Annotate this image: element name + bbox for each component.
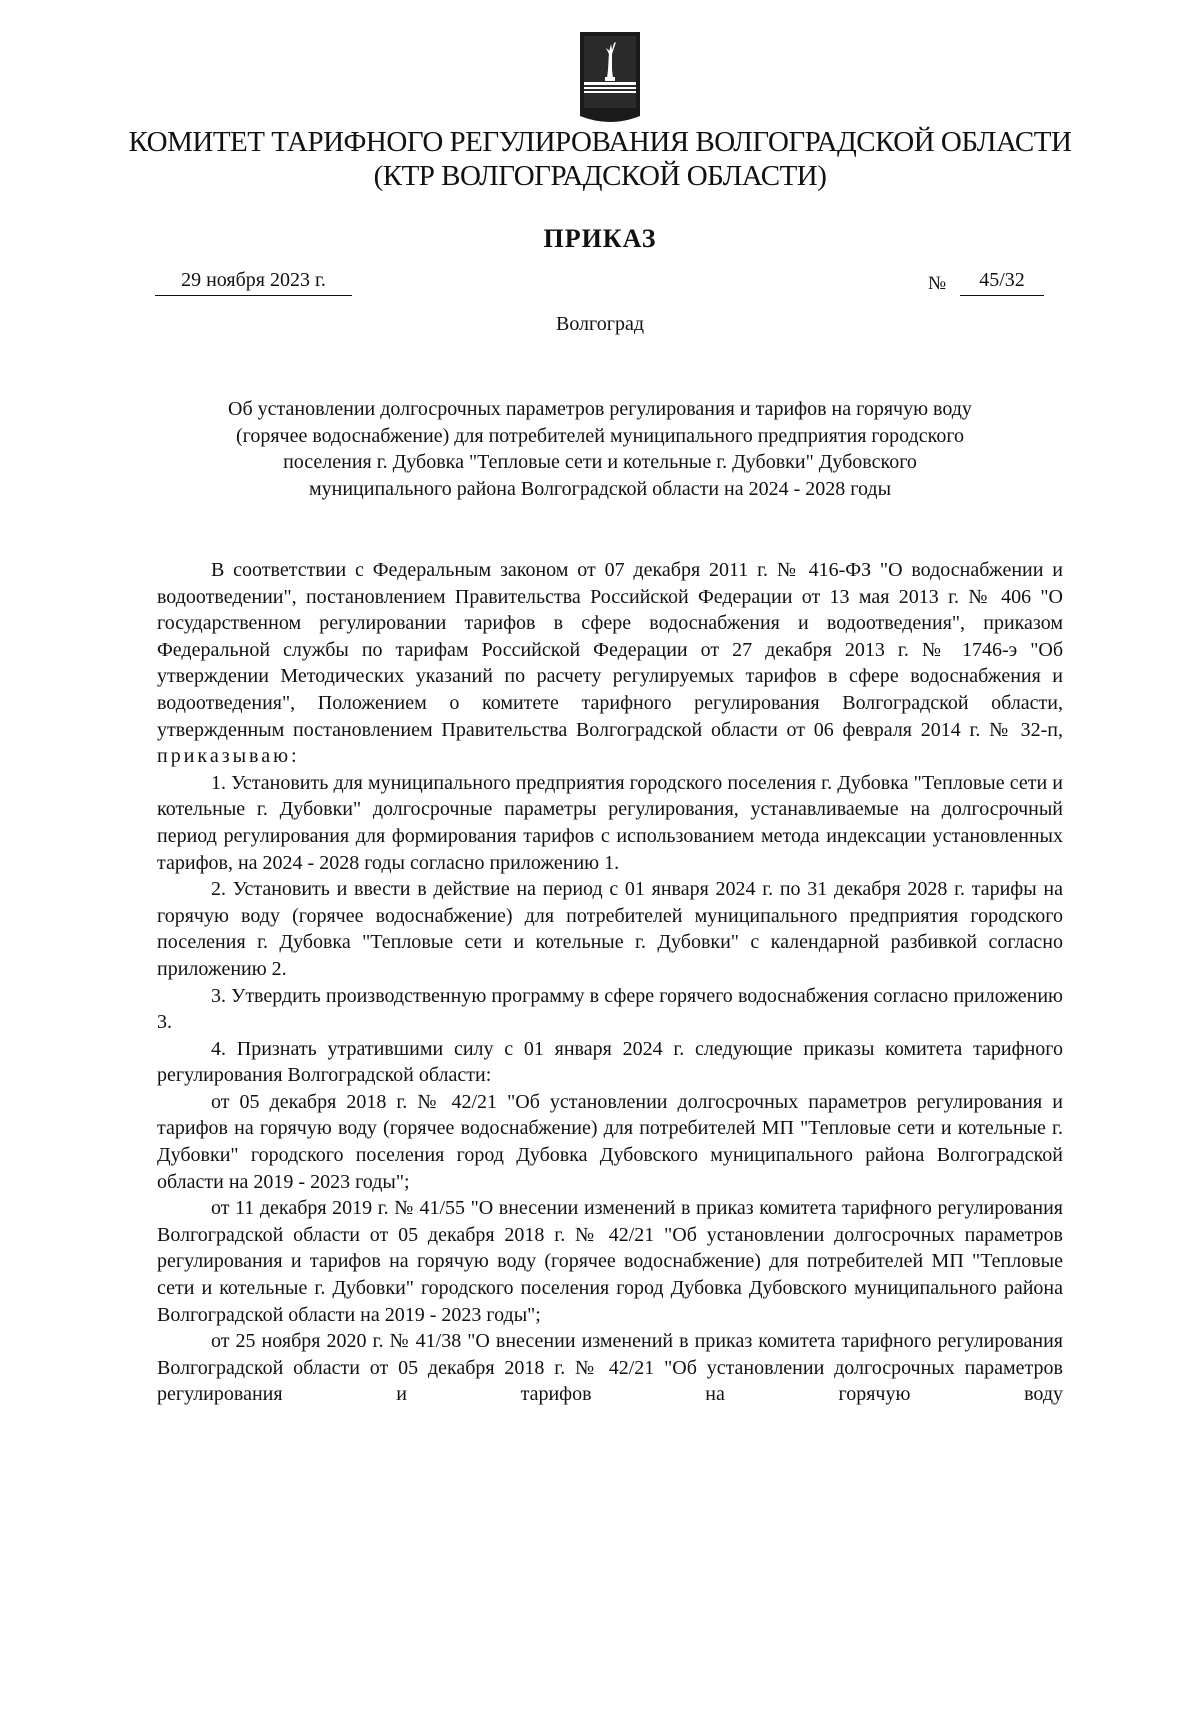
order-number: 45/32 (960, 266, 1044, 296)
volgograd-coat-of-arms-icon (578, 30, 642, 125)
agency-name: КОМИТЕТ ТАРИФНОГО РЕГУЛИРОВАНИЯ ВОЛГОГРАДСКОЙ ОБЛАСТИ (128, 126, 1072, 158)
clause-3: 3. Утвердить производственную программу в сфере горячего водоснабжения согласно приложению 3. (157, 984, 1063, 1034)
subject-line: Об установлении долгосрочных параметров регулирования и тарифов на горячую воду (228, 398, 972, 420)
clause-2: 2. Установить и ввести в действие на период с 01 января 2024 г. по 31 декабря 2028 г. тарифы на горячую воду (горячее водоснабжение) для потребителей муниципального предприятия городского поселения г. Дубовка "Тепловые сети и котельные г. Дубовки" с календарной разбивкой согласно приложению 2. (157, 878, 1063, 980)
repealed-order-2: от 11 декабря 2019 г. № 41/55 "О внесении изменений в приказ комитета тарифного регулирования Волгоградской области от 05 декабря 2018 г. № 42/21 "Об установлении долгосрочных параметров регулирования и тарифов на горячую воду (горячее водоснабжение) для потребителей МП "Тепловые сети и котельные г. Дубовки" городского поселения город Дубовка Дубовского муниципального района Волгоградской области на 2019 - 2023 годы"; (157, 1197, 1063, 1326)
agency-abbreviation: (КТР ВОЛГОГРАДСКОЙ ОБЛАСТИ) (373, 160, 827, 192)
order-date: 29 ноября 2023 г. (155, 266, 352, 296)
subject-line: поселения г. Дубовка "Тепловые сети и котельные г. Дубовки" Дубовского (283, 451, 917, 473)
preamble-paragraph (157, 557, 1063, 770)
repealed-order-1: от 05 декабря 2018 г. № 42/21 "Об установлении долгосрочных параметров регулирования и тарифов на горячую воду (горячее водоснабжение) для потребителей МП "Тепловые сети и котельные г. Дубовки" городского поселения город Дубовка Дубовского муниципального района Волгоградской области на 2019 - 2023 годы"; (157, 1090, 1063, 1193)
number-label: № (928, 273, 947, 294)
clause-4: 4. Признать утратившими силу с 01 января 2024 г. следующие приказы комитета тарифного регулирования Волгоградской области: (157, 1037, 1063, 1087)
order-body (157, 557, 1063, 1408)
document-type: ПРИКАЗ (543, 224, 657, 253)
city: Волгоград (555, 313, 645, 335)
subject-line: муниципального района Волгоградской области на 2024 - 2028 годы (308, 477, 892, 500)
subject-line: (горячее водоснабжение) для потребителей муниципального предприятия городского (235, 424, 965, 447)
clause-1: 1. Установить для муниципального предприятия городского поселения г. Дубовка "Тепловые сети и котельные г. Дубовки" долгосрочные параметры регулирования, устанавливаемые на долгосрочный период регулирования для формирования тарифов с использованием метода индексации установленных тарифов, на 2024 - 2028 годы согласно приложению 1. (157, 771, 1063, 874)
repealed-order-3: от 25 ноября 2020 г. № 41/38 "О внесении изменений в приказ комитета тарифного регулирования Волгоградской области от 05 декабря 2018 г. № 42/21 "Об установлении долгосрочных параметров регулирования и тарифов на горячую воду (157, 1330, 1063, 1406)
preamble-text: В соответствии с Федеральным законом от 07 декабря 2011 г. № 416-ФЗ "О водоснабжении и водоотведении", постановлением Правительства Российской Федерации от 13 мая 2013 г. № 406 "О государственном регулировании тарифов в сфере водоснабжения и водоотведения", приказом Федеральной службы по тарифам Российской Федерации от 27 декабря 2013 г. № 1746-э "Об утверждении Методических указаний по расчету регулируемых тарифов в сфере водоснабжения и водоотведения", Положением о комитете тарифного регулирования Волгоградской области, утвержденным постановлением Правительства Волгоградской области от 06 февраля 2014 г. № 32-п, (157, 559, 1063, 741)
order-subject (150, 396, 1050, 502)
decree-word: приказываю: (157, 745, 300, 768)
